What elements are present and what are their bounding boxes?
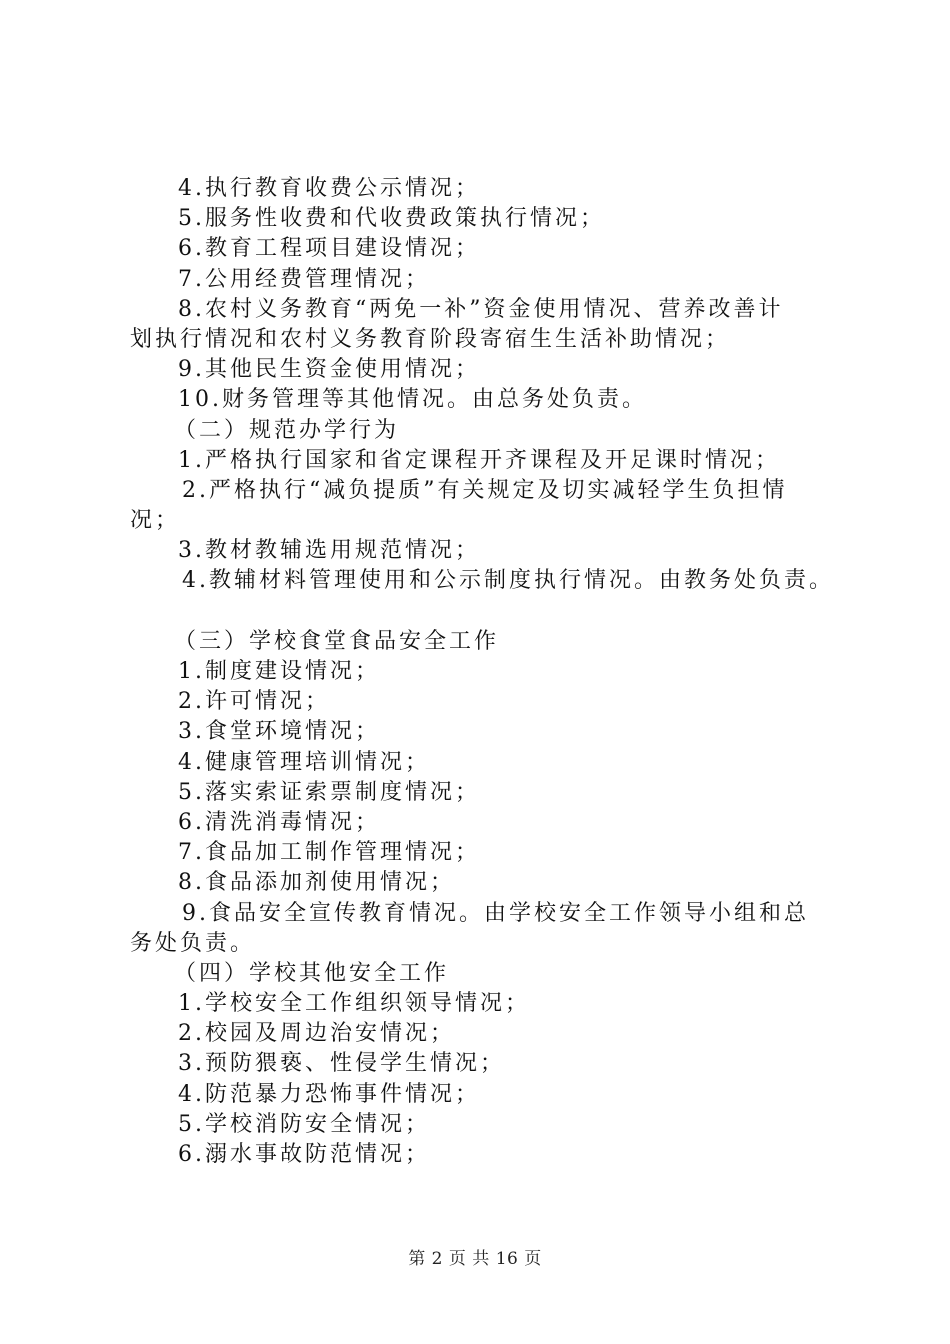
text-line: 4.健康管理培训情况； xyxy=(178,749,430,775)
text-line: 5.学校消防安全情况； xyxy=(178,1111,430,1137)
text-line: （四）学校其他安全工作 xyxy=(174,960,450,986)
text-line: 4.执行教育收费公示情况； xyxy=(178,176,480,201)
text-line: 5.服务性收费和代收费政策执行情况； xyxy=(178,206,605,232)
text-line: 6.清洗消毒情况； xyxy=(178,809,380,835)
text-line: （二）规范办学行为 xyxy=(174,417,400,443)
text-line: 1.严格执行国家和省定课程开齐课程及开足课时情况； xyxy=(178,447,780,473)
text-line: 8.农村义务教育“两免一补”资金使用情况、营养改善计 xyxy=(178,296,784,322)
text-line: （三）学校食堂食品安全工作 xyxy=(174,628,500,654)
text-line: 5.落实索证索票制度情况； xyxy=(178,779,480,805)
text-line: 9.食品安全宣传教育情况。由学校安全工作领导小组和总 xyxy=(182,900,809,926)
blank-line xyxy=(130,597,850,627)
text-line: 划执行情况和农村义务教育阶段寄宿生生活补助情况； xyxy=(130,326,731,352)
text-line: 4.教辅材料管理使用和公示制度执行情况。由教务处负责。 xyxy=(182,568,834,594)
text-line: 6.教育工程项目建设情况； xyxy=(178,236,480,262)
text-line: 3.教材教辅选用规范情况； xyxy=(178,538,480,564)
text-line: 3.预防猥亵、性侵学生情况； xyxy=(178,1051,505,1077)
text-line: 2.严格执行“减负提质”有关规定及切实减轻学生负担情 xyxy=(182,477,788,503)
page-footer: 第 2 页 共 16 页 xyxy=(408,1249,542,1269)
text-line: 6.溺水事故防范情况； xyxy=(178,1142,430,1167)
text-line: 9.其他民生资金使用情况； xyxy=(178,357,480,383)
text-line: 8.食品添加剂使用情况； xyxy=(178,870,455,896)
text-line: 2.许可情况； xyxy=(178,689,330,715)
text-line: 1.制度建设情况； xyxy=(178,659,380,684)
document-body xyxy=(130,174,850,1170)
text-line: 10.财务管理等其他情况。由总务处负责。 xyxy=(178,387,647,413)
text-line: 2.校园及周边治安情况； xyxy=(178,1021,455,1047)
text-line: 1.学校安全工作组织领导情况； xyxy=(178,991,530,1017)
text-line: 务处负责。 xyxy=(130,930,256,956)
text-line: 况； xyxy=(130,508,181,534)
text-line: 7.食品加工制作管理情况； xyxy=(178,840,480,866)
text-line: 3.食堂环境情况； xyxy=(178,719,380,745)
text-line: 7.公用经费管理情况； xyxy=(178,266,430,292)
text-line: 4.防范暴力恐怖事件情况； xyxy=(178,1081,480,1107)
